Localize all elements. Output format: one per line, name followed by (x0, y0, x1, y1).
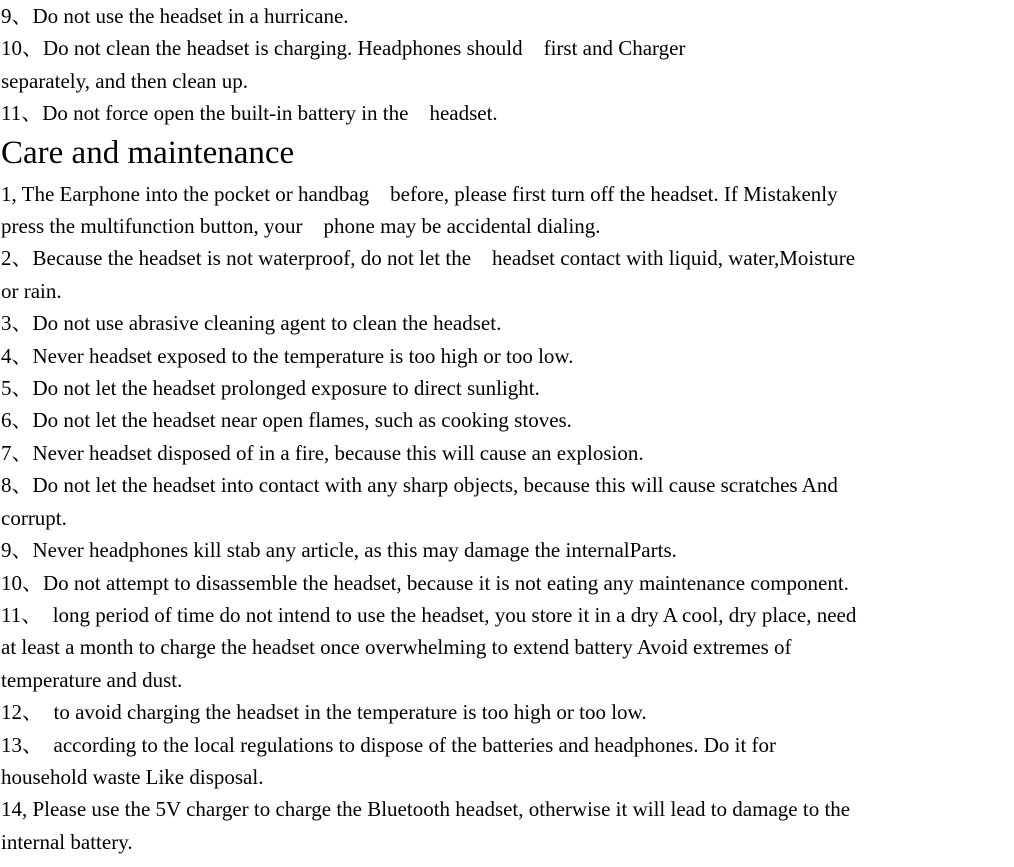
text-line: 2、Because the headset is not waterproof, do not let the headset contact with liquid, water,Moisture (1, 246, 856, 271)
text-line: 3、Do not use abrasive cleaning agent to clean the headset. (1, 311, 502, 336)
text-line: internal battery. (1, 829, 133, 854)
text-line: 5、Do not let the headset prolonged exposure to direct sunlight. (1, 376, 540, 401)
care-item-14 (1, 793, 1013, 858)
text-line: at least a month to charge the headset once overwhelming to extend battery Avoid extremes of (1, 635, 792, 660)
care-item-8 (1, 469, 1013, 534)
care-item-1 (1, 178, 1013, 243)
care-item-4 (1, 340, 1013, 372)
text-line: 8、Do not let the headset into contact with any sharp objects, because this will cause scratches And (1, 473, 838, 498)
text-line: 14, Please use the 5V charger to charge the Bluetooth headset, otherwise it will lead to damage to the (1, 797, 851, 822)
care-item-10 (1, 567, 1013, 599)
document-page (1, 0, 1013, 858)
text-line: corrupt. (1, 505, 67, 530)
text-line: press the multifunction button, your phone may be accidental dialing. (1, 214, 601, 239)
text-line: 11、 long period of time do not intend to use the headset, you store it in a dry A cool, dry place, need (1, 602, 857, 627)
text-line: 4、Never headset exposed to the temperature is too high or too low. (1, 343, 574, 368)
text-line: or rain. (1, 278, 62, 303)
care-item-12 (1, 696, 1013, 728)
text-line: 10、Do not attempt to disassemble the headset, because it is not eating any maintenance component. (1, 570, 849, 595)
intro-item-9 (1, 0, 1013, 32)
care-item-5 (1, 372, 1013, 404)
text-line: 6、Do not let the headset near open flames, such as cooking stoves. (1, 408, 572, 433)
text-line: 11、Do not force open the built-in battery in the headset. (1, 101, 498, 126)
care-item-3 (1, 307, 1013, 339)
text-line: 9、Do not use the headset in a hurricane. (1, 4, 349, 28)
text-line: 12、 to avoid charging the headset in the temperature is too high or too low. (1, 700, 647, 725)
care-item-2 (1, 242, 1013, 307)
text-line: 7、Never headset disposed of in a fire, because this will cause an explosion. (1, 440, 644, 465)
text-line: household waste Like disposal. (1, 764, 264, 789)
intro-item-11 (1, 97, 1013, 129)
text-line: 13、 according to the local regulations to dispose of the batteries and headphones. Do it for (1, 732, 777, 757)
care-item-7 (1, 437, 1013, 469)
text-line: separately, and then clean up. (1, 68, 249, 93)
care-item-6 (1, 404, 1013, 436)
text-line: 10、Do not clean the headset is charging. Headphones should first and Charger (1, 36, 686, 61)
care-item-11 (1, 599, 1013, 696)
care-item-9 (1, 534, 1013, 566)
text-line: 9、Never headphones kill stab any article, as this may damage the internalParts. (1, 538, 677, 563)
section-heading: Care and maintenance (1, 134, 295, 171)
text-line: temperature and dust. (1, 667, 183, 692)
text-line: 1, The Earphone into the pocket or handbag before, please first turn off the headset. If Mistakenly (1, 181, 838, 206)
intro-item-10 (1, 32, 1013, 97)
care-item-13 (1, 729, 1013, 794)
